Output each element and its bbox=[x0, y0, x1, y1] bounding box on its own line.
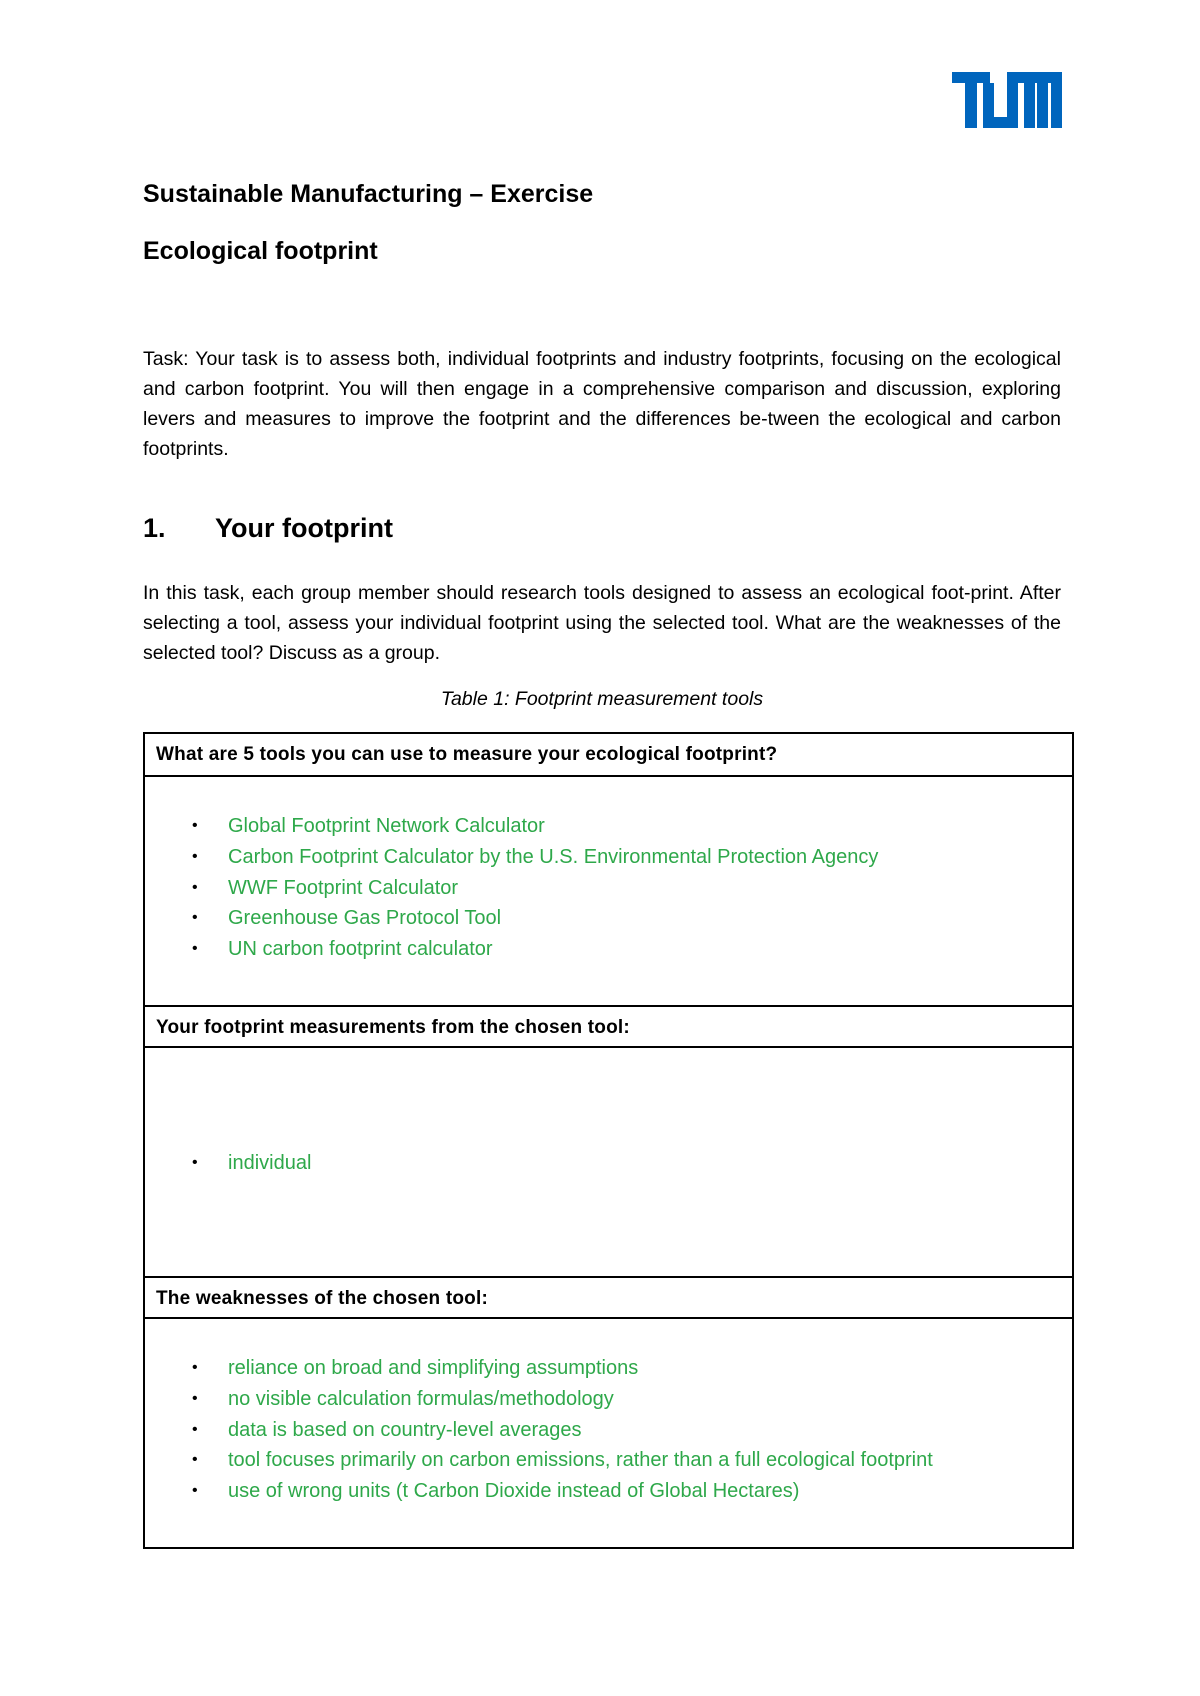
weaknesses-list bbox=[145, 1353, 1072, 1507]
bullet-icon: • bbox=[192, 1154, 198, 1171]
bullet-icon: • bbox=[192, 909, 198, 927]
document-subtitle: Ecological footprint bbox=[143, 237, 378, 265]
table-answer-cell bbox=[145, 1317, 1072, 1547]
document-title: Sustainable Manufacturing – Exercise bbox=[143, 180, 594, 208]
list-item: • reliance on broad and simplifying assumptions bbox=[145, 1353, 1072, 1384]
bullet-icon: • bbox=[192, 1482, 198, 1500]
bullet-icon: • bbox=[192, 1359, 198, 1376]
table-header-row: What are 5 tools you can use to measure your ecological footprint? bbox=[156, 744, 778, 765]
section-title: Your footprint bbox=[215, 513, 393, 543]
list-item: • UN carbon footprint calculator bbox=[145, 934, 1072, 965]
section-heading bbox=[143, 513, 393, 544]
list-item: • WWF Footprint Calculator bbox=[145, 873, 1072, 904]
table-answer-cell bbox=[145, 775, 1072, 1005]
task-paragraph: Task: Your task is to assess both, individual footprints and industry footprints, focusing on the ecological and carbon footprint. You will then engage in a comprehensive comparison and discussion, exploring levers and measures to improve the footprint and the differences be-tween the ecological and carbon footprints. bbox=[143, 348, 1061, 460]
list-item: • Global Footprint Network Calculator bbox=[145, 811, 1072, 842]
list-item: • Carbon Footprint Calculator by the U.S. Environmental Protection Agency bbox=[145, 842, 1072, 873]
tum-logo-mark bbox=[952, 72, 1062, 128]
list-item: • no visible calculation formulas/methodology bbox=[145, 1384, 1072, 1415]
list-item: • use of wrong units (t Carbon Dioxide instead of Global Hectares) bbox=[145, 1476, 1072, 1507]
bullet-icon: • bbox=[192, 878, 198, 896]
bullet-icon: • bbox=[192, 940, 198, 958]
measurements-list bbox=[145, 1148, 1072, 1179]
list-item: • individual bbox=[145, 1148, 1072, 1179]
tools-list bbox=[145, 811, 1072, 965]
bullet-icon: • bbox=[192, 817, 198, 834]
table-answer-cell bbox=[145, 1046, 1072, 1276]
footprint-tools-table bbox=[143, 732, 1074, 1549]
section-intro-paragraph: In this task, each group member should research tools designed to assess an ecological foot-print. After selecting a tool, assess your individual footprint using the selected tool. What are the weaknesses of the selected tool? Discuss as a group. bbox=[143, 582, 1061, 664]
table-header-row: The weaknesses of the chosen tool: bbox=[145, 1276, 1072, 1317]
bullet-icon: • bbox=[192, 1420, 198, 1438]
list-item: • Greenhouse Gas Protocol Tool bbox=[145, 903, 1072, 934]
bullet-icon: • bbox=[192, 847, 198, 865]
table-caption: Table 1: Footprint measurement tools bbox=[440, 688, 764, 710]
list-item: • tool focuses primarily on carbon emissions, rather than a full ecological footprint bbox=[145, 1445, 1072, 1476]
list-item: • data is based on country-level averages bbox=[145, 1415, 1072, 1446]
bullet-icon: • bbox=[192, 1389, 198, 1407]
section-number: 1. bbox=[143, 513, 166, 543]
table-header-row: Your footprint measurements from the chosen tool: bbox=[145, 1005, 1072, 1046]
bullet-icon: • bbox=[192, 1451, 198, 1469]
tum-logo bbox=[952, 72, 1062, 128]
